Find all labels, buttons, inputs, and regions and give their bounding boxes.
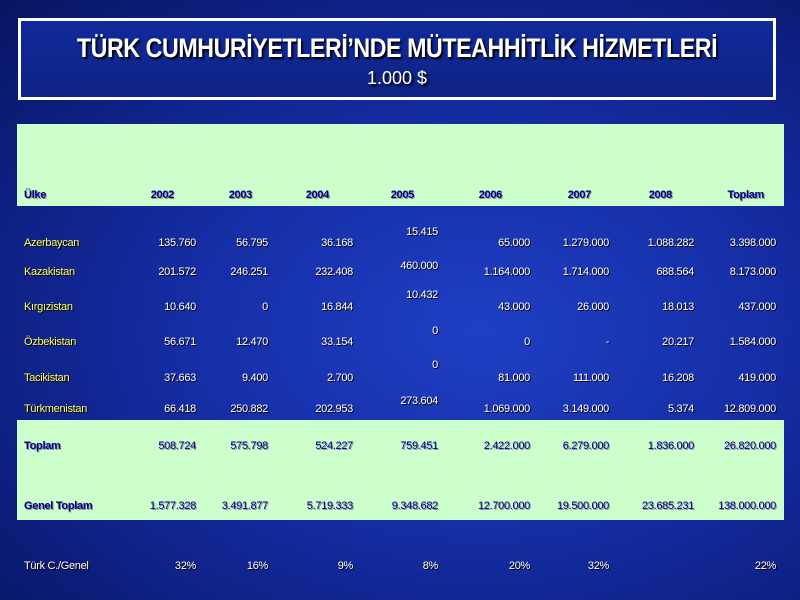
- row-y2003: 0: [262, 301, 268, 313]
- row-y2007: -: [605, 336, 609, 348]
- header-2002: 2002: [150, 189, 174, 201]
- row-y2005: 0: [432, 325, 438, 337]
- row-country: Kırgızistan: [24, 301, 73, 313]
- row-y2006: 0: [524, 336, 530, 348]
- ratio-2007: 32%: [587, 560, 609, 572]
- row-total: 3.398.000: [729, 237, 776, 249]
- row-y2004: 16.844: [321, 301, 353, 313]
- toplam-2007: 6.279.000: [562, 440, 609, 452]
- row-country: Azerbaycan: [24, 237, 80, 249]
- toplam-label: Toplam: [24, 440, 61, 452]
- genel-total: 138.000.000: [718, 500, 776, 512]
- row-country: Türkmenistan: [24, 403, 88, 415]
- row-y2003: 246.251: [230, 266, 268, 278]
- row-y2002: 66.418: [164, 403, 196, 415]
- row-y2008: 16.208: [662, 372, 694, 384]
- toplam-2005: 759.451: [400, 440, 438, 452]
- row-y2008: 1.088.282: [647, 237, 694, 249]
- header-2007: 2007: [567, 189, 591, 201]
- row-y2007: 26.000: [577, 301, 609, 313]
- row-total: 1.584.000: [729, 336, 776, 348]
- row-total: 12.809.000: [723, 403, 776, 415]
- row-y2003: 250.882: [230, 403, 268, 415]
- genel-2006: 12.700.000: [477, 500, 530, 512]
- row-y2007: 111.000: [572, 372, 609, 384]
- genel-2004: 5.719.333: [306, 500, 353, 512]
- row-total: 8.173.000: [729, 266, 776, 278]
- row-y2004: 2.700: [326, 372, 353, 384]
- row-total: 437.000: [738, 301, 776, 313]
- row-y2002: 201.572: [158, 266, 196, 278]
- row-y2005: 0: [432, 359, 438, 371]
- row-y2002: 135.760: [158, 237, 196, 249]
- row-y2004: 33.154: [321, 336, 353, 348]
- ratio-2006: 20%: [508, 560, 530, 572]
- row-y2007: 1.279.000: [562, 237, 609, 249]
- genel-2002: 1.577.328: [149, 500, 196, 512]
- row-y2002: 37.663: [164, 372, 196, 384]
- ratio-total: 22%: [754, 560, 776, 572]
- row-total: 419.000: [738, 372, 776, 384]
- row-y2002: 10.640: [164, 301, 196, 313]
- toplam-2008: 1.836.000: [647, 440, 694, 452]
- row-country: Tacikistan: [24, 372, 70, 384]
- row-y2002: 56.671: [164, 336, 196, 348]
- toplam-2003: 575.798: [230, 440, 268, 452]
- row-y2008: 20.217: [662, 336, 694, 348]
- ratio-2004: 9%: [337, 560, 353, 572]
- genel-2008: 23.685.231: [641, 500, 694, 512]
- toplam-2002: 508.724: [158, 440, 196, 452]
- row-y2003: 9.400: [241, 372, 268, 384]
- row-y2004: 232.408: [315, 266, 353, 278]
- row-y2004: 202.953: [315, 403, 353, 415]
- row-y2008: 5.374: [667, 403, 694, 415]
- ratio-2002: 32%: [174, 560, 196, 572]
- row-y2007: 3.149.000: [562, 403, 609, 415]
- row-y2007: 1.714.000: [562, 266, 609, 278]
- row-country: Özbekistan: [24, 336, 77, 348]
- title-box: [18, 18, 776, 100]
- row-y2005: 460.000: [400, 260, 438, 272]
- ratio-2005: 8%: [422, 560, 438, 572]
- row-y2003: 12.470: [236, 336, 268, 348]
- row-y2006: 1.164.000: [483, 266, 530, 278]
- row-y2006: 1.069.000: [483, 403, 530, 415]
- toplam-2004: 524.227: [315, 440, 353, 452]
- row-y2003: 56.795: [236, 237, 268, 249]
- header-2004: 2004: [305, 189, 329, 201]
- row-country: Kazakistan: [24, 266, 75, 278]
- header-2005: 2005: [390, 189, 414, 201]
- header-2006: 2006: [478, 189, 502, 201]
- row-y2004: 36.168: [321, 237, 353, 249]
- row-y2006: 65.000: [498, 237, 530, 249]
- row-y2005: 273.604: [400, 395, 438, 407]
- slide-title: TÜRK CUMHURİYETLERİ’NDE MÜTEAHHİTLİK HİZMETLERİ: [76, 33, 718, 63]
- header-country: Ülke: [24, 189, 47, 201]
- toplam-2006: 2.422.000: [483, 440, 530, 452]
- row-y2008: 688.564: [656, 266, 694, 278]
- genel-label: Genel Toplam: [24, 500, 93, 512]
- row-y2006: 43.000: [498, 301, 530, 313]
- genel-2007: 19.500.000: [556, 500, 609, 512]
- toplam-total: 26.820.000: [723, 440, 776, 452]
- genel-2003: 3.491.877: [221, 500, 268, 512]
- slide-subtitle: 1.000 $: [366, 68, 428, 88]
- row-y2005: 15.415: [406, 226, 438, 238]
- row-y2008: 18.013: [662, 301, 694, 313]
- ratio-label: Türk C./Genel: [24, 560, 89, 572]
- header-2008: 2008: [648, 189, 672, 201]
- row-y2006: 81.000: [498, 372, 530, 384]
- row-y2005: 10.432: [406, 289, 438, 301]
- ratio-2003: 16%: [246, 560, 268, 572]
- header-total: Toplam: [727, 189, 764, 201]
- genel-2005: 9.348.682: [391, 500, 438, 512]
- header-2003: 2003: [228, 189, 252, 201]
